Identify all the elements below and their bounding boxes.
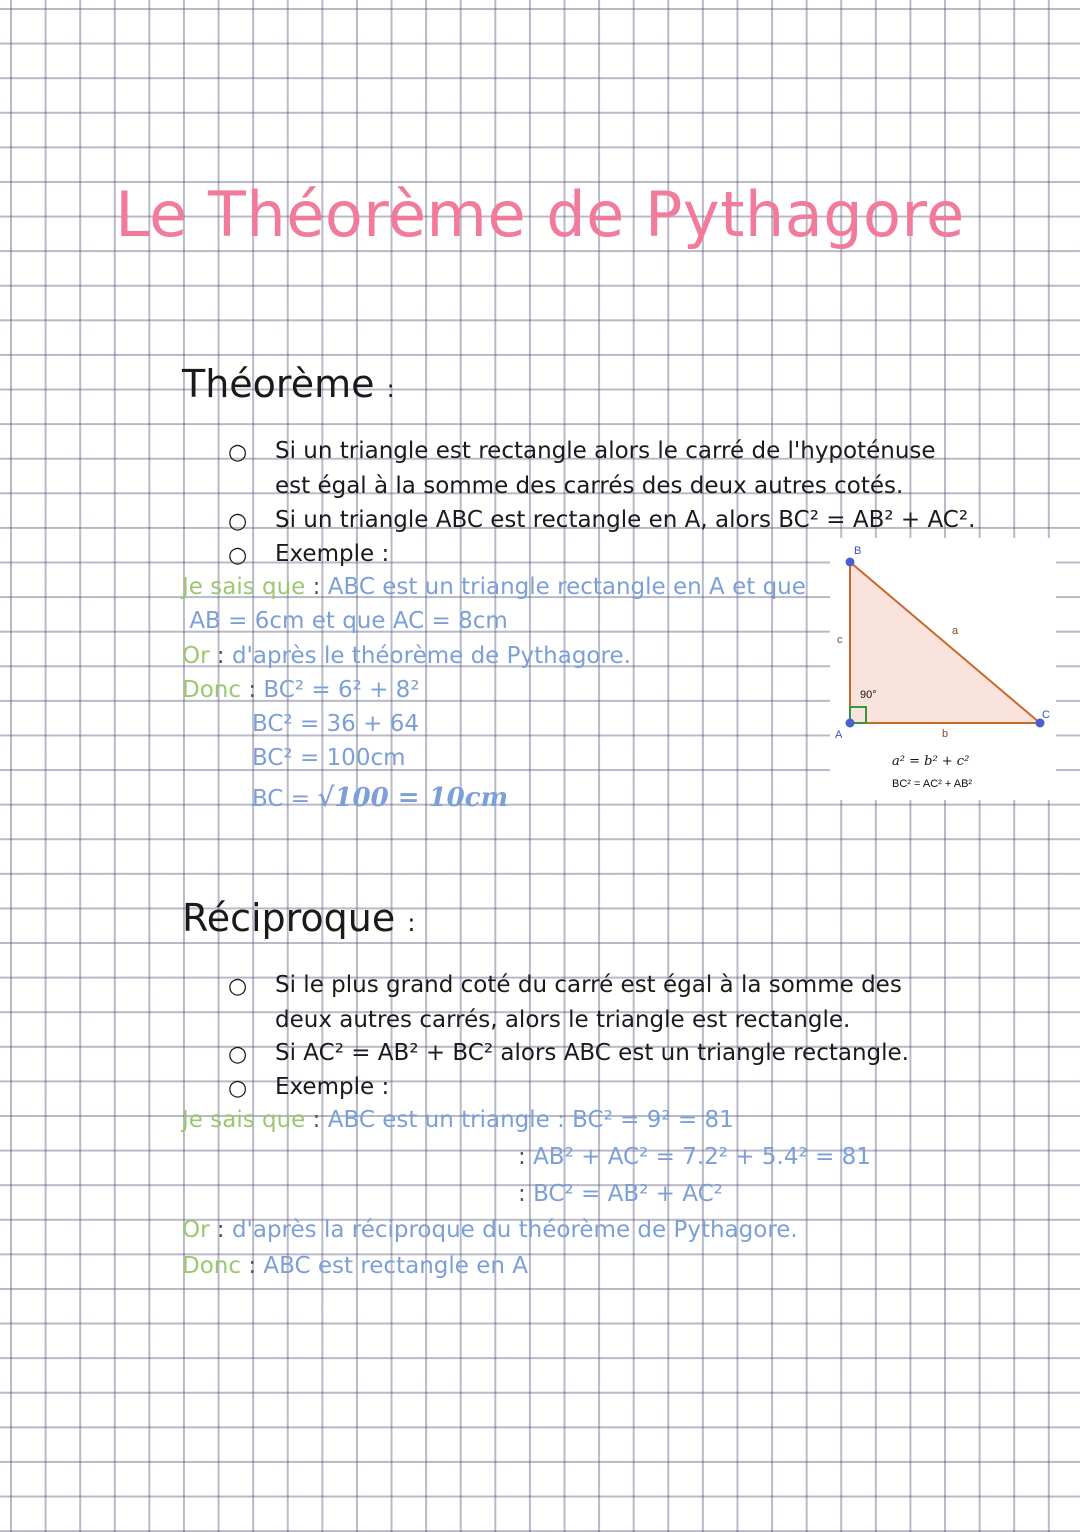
example-value: AB = 6cm et que AC = 8cm [189, 608, 508, 634]
example-label: Je sais que [182, 1107, 306, 1133]
label-b: B [854, 545, 862, 557]
formula-letters: a² = b² + c² [892, 754, 970, 769]
bullet-icon: ○ [228, 509, 248, 534]
triangle-diagram [830, 538, 1056, 800]
label-side-c: c [837, 634, 843, 646]
example-label: Je sais que [182, 574, 306, 600]
reciprocal-example-line-3 [518, 1181, 723, 1207]
bullet-icon: ○ [228, 1042, 248, 1067]
theorem-example-line-6 [252, 745, 406, 771]
reciprocal-example-line-5 [182, 1253, 528, 1279]
example-label: Or [182, 643, 210, 669]
theorem-bullet-1-line-2: est égal à la somme des carrés des deux autres cotés. [275, 473, 904, 499]
example-separator: : [216, 1217, 225, 1243]
example-value: ABC est un triangle : BC² = 9² = 81 [327, 1107, 734, 1133]
theorem-example-line-1 [182, 574, 806, 600]
bullet-icon: ○ [228, 1076, 248, 1101]
example-value: BC = [252, 786, 318, 812]
label-angle: 90° [860, 689, 877, 701]
example-value: ABC est rectangle en A [263, 1253, 528, 1279]
example-separator: : [312, 574, 321, 600]
reciprocal-heading [182, 896, 415, 940]
example-separator: : [248, 677, 257, 703]
example-value: BC² = 36 + 64 [252, 711, 419, 737]
triangle-figure [830, 538, 1056, 800]
example-label: Or [182, 1217, 210, 1243]
reciprocal-bullet-3: Exemple : [275, 1074, 390, 1100]
example-separator: : [248, 1253, 257, 1279]
theorem-example-line-7 [252, 783, 508, 813]
theorem-heading [182, 362, 395, 406]
triangle-shape [850, 562, 1040, 723]
example-value: BC² = AB² + AC² [533, 1181, 723, 1207]
reciprocal-example-line-1 [182, 1107, 734, 1133]
reciprocal-heading-colon: : [407, 909, 416, 937]
theorem-example-line-4 [182, 677, 420, 703]
example-separator: : [518, 1144, 526, 1170]
theorem-example-line-2 [182, 608, 508, 634]
example-value: d'après le théorème de Pythagore. [231, 643, 631, 669]
label-a: A [835, 729, 843, 741]
bullet-icon: ○ [228, 440, 248, 465]
example-value: ABC est un triangle rectangle en A et que [327, 574, 806, 600]
reciprocal-heading-text: Réciproque [182, 896, 396, 940]
theorem-bullet-1-line-1: Si un triangle est rectangle alors le carré de l'hypoténuse [275, 438, 936, 464]
reciprocal-bullet-1-line-2: deux autres carrés, alors le triangle est rectangle. [275, 1007, 851, 1033]
theorem-bullet-3: Exemple : [275, 541, 390, 567]
reciprocal-bullet-2: Si AC² = AB² + BC² alors ABC est un triangle rectangle. [275, 1040, 909, 1066]
reciprocal-example-line-4 [182, 1217, 798, 1243]
reciprocal-example-line-2 [518, 1144, 871, 1170]
example-value: d'après la réciproque du théorème de Pythagore. [231, 1217, 798, 1243]
example-label: Donc [182, 1253, 242, 1279]
example-separator: : [216, 643, 225, 669]
example-result: √100 = 10cm [317, 783, 509, 813]
theorem-example-line-3 [182, 643, 631, 669]
label-side-a: a [952, 625, 959, 637]
theorem-heading-text: Théorème [182, 362, 375, 406]
theorem-example-line-5 [252, 711, 419, 737]
theorem-heading-colon: : [386, 375, 395, 403]
example-value: BC² = 6² + 8² [263, 677, 420, 703]
example-separator: : [518, 1181, 526, 1207]
label-c: C [1042, 709, 1050, 721]
example-value: BC² = 100cm [252, 745, 406, 771]
page-title: Le Théorème de Pythagore [115, 178, 965, 251]
point-a [846, 719, 855, 728]
bullet-icon: ○ [228, 543, 248, 568]
example-label: Donc [182, 677, 242, 703]
formula-sides: BC² = AC² + AB² [892, 778, 973, 790]
theorem-bullet-2: Si un triangle ABC est rectangle en A, alors BC² = AB² + AC². [275, 507, 976, 533]
reciprocal-bullet-1-line-1: Si le plus grand coté du carré est égal à la somme des [275, 972, 902, 998]
example-value: AB² + AC² = 7.2² + 5.4² = 81 [533, 1144, 871, 1170]
example-separator: : [312, 1107, 321, 1133]
point-b [846, 558, 855, 567]
bullet-icon: ○ [228, 974, 248, 999]
label-side-b: b [942, 728, 949, 740]
